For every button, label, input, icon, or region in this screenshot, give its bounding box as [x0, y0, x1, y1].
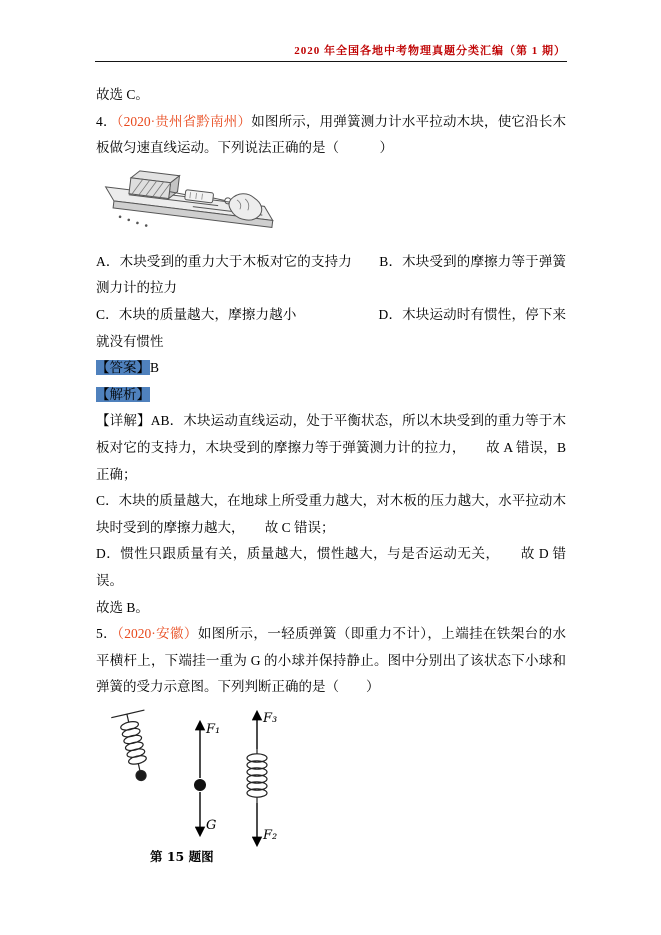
question-5-number: 5．	[96, 626, 118, 642]
question-4-source: （2020·贵州省黔南州）	[116, 113, 252, 129]
previous-answer-conclusion: 故选 C。	[96, 87, 149, 102]
spring-top-wire	[127, 714, 129, 722]
left-spring-assembly	[111, 710, 159, 784]
hanging-ball	[135, 769, 147, 781]
question-5-source: （2020·安徽）	[117, 626, 198, 642]
question-4-options-cd: C．木块的质量越大，摩擦力越小 D．木块运动时有惯性，停下来就没有惯性	[96, 306, 566, 349]
question-4-conclusion: 故选 B。	[96, 599, 149, 615]
answer-label: 【答案】	[96, 360, 150, 376]
question-4-detail-ab: 【详解】AB．木块运动直线运动，处于平衡状态，所以木块受到的重力等于木板对它的支持力，木块受到的摩擦力等于弹簧测力计的拉力， 故 A 错误，B 正确；	[96, 413, 566, 482]
motion-dots	[118, 215, 148, 227]
question-4-detail-d: D．惯性只跟质量有关，质量越大，惯性越大，与是否运动无关， 故 D 错误。	[96, 546, 566, 588]
ball-free-body	[194, 779, 206, 791]
analysis-label: 【解析】	[96, 386, 150, 402]
question-4-number: 4．	[96, 113, 117, 129]
question-4-options-ab: A．木块受到的重力大于木板对它的支持力 B．木块受到的摩擦力等于弹簧测力计的拉力	[96, 253, 566, 296]
figure-question-5	[100, 705, 566, 867]
right-spring-coil	[247, 749, 267, 803]
force-label-f3: F₃	[263, 710, 278, 726]
question-4-answer	[96, 355, 566, 382]
page-header-title: 2020 年全国各地中考物理真题分类汇编（第 1 期）	[294, 45, 566, 57]
force-label-f2: F₂	[263, 827, 278, 843]
force-label-g: G	[206, 817, 217, 833]
spring-bottom-wire	[138, 764, 140, 771]
question-4-detail-c: C．木块的质量越大，在地球上所受重力越大，对木板的压力越大，水平拉动木块时受到的摩擦力越大， 故 C 错误；	[96, 493, 566, 535]
header-divider	[95, 61, 567, 62]
answer-value: B	[150, 360, 160, 376]
force-label-f1: F₁	[206, 721, 221, 737]
question-4-stem-text: 如图所示，用弹簧测力计水平拉动木块，使它沿长木板做匀速直线运动。下列说法正确的是（ ）	[96, 113, 567, 156]
question-5-stem	[96, 621, 566, 701]
question-5-stem-text: 如图所示，一轻质弹簧（即重力不计），上端挂在铁架台的水平横杆上，下端挂一重为 G 的小球并保持静止。图中分别出了该状态下小球和弹簧的受力示意图。下列判断正确的是（ ）	[96, 626, 567, 695]
figure-question-4	[98, 167, 566, 247]
question-4-stem	[96, 109, 566, 162]
figure-caption: 第 15 题图	[150, 848, 214, 864]
spring-force-diagram	[100, 705, 310, 867]
question-4-analysis-heading	[96, 382, 566, 409]
block-on-board-diagram	[98, 167, 298, 247]
document-body	[96, 82, 566, 867]
